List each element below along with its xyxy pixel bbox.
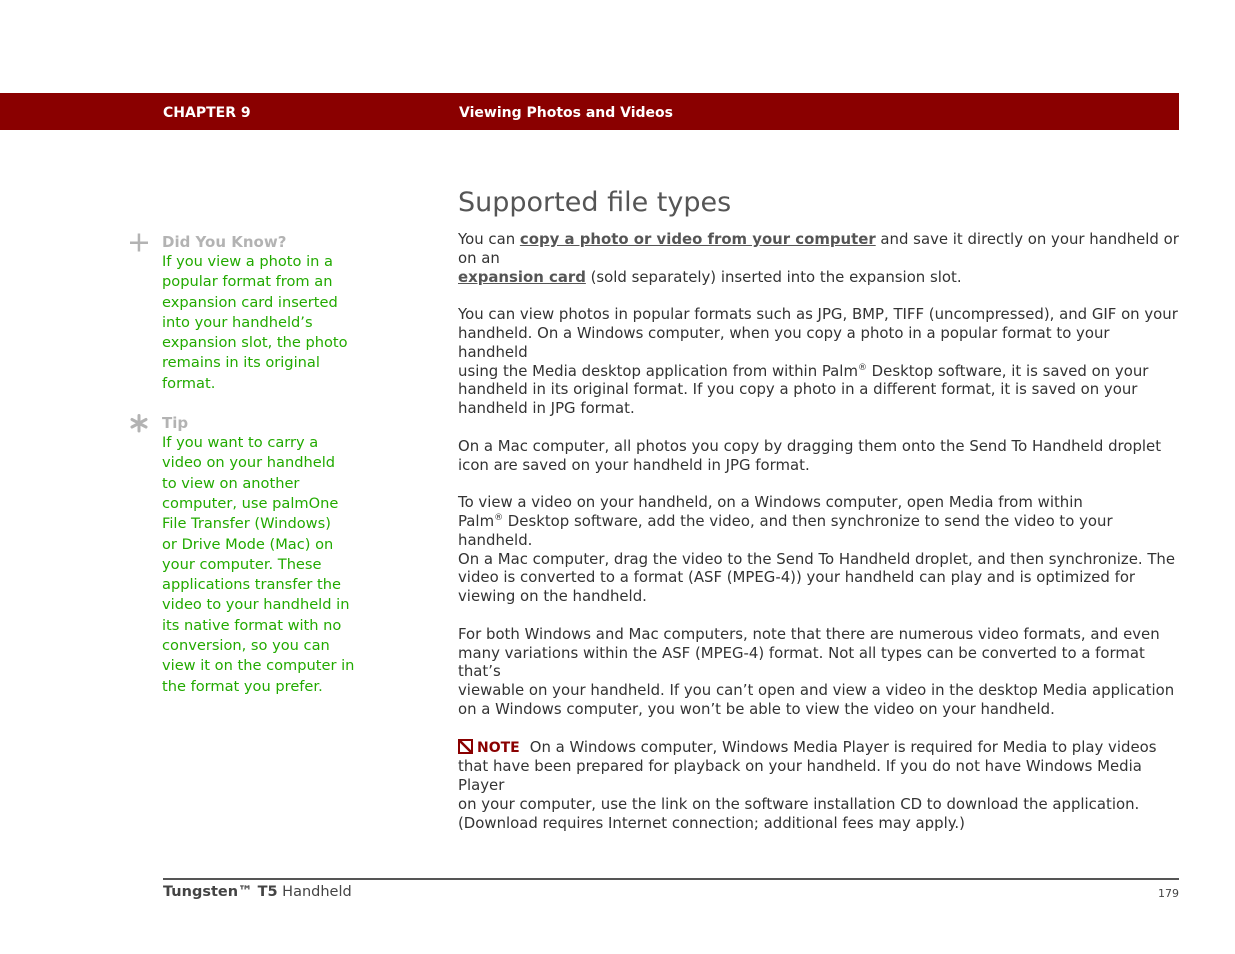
- registered-mark: ®: [494, 512, 504, 523]
- copy-photo-link[interactable]: copy a photo or video from your computer: [519, 230, 876, 248]
- main-content: [458, 186, 1180, 851]
- text-run: You can: [458, 230, 520, 248]
- paragraph-mac-photos: On a Mac computer, all photos you copy by dragging them onto the Send To Handheld droplet icon are saved on your handheld in JPG format.: [458, 436, 1162, 474]
- footer-divider: [163, 878, 1179, 880]
- text-run: To view a video on your handheld, on a Windows computer, open Media from within Palm: [458, 493, 1083, 530]
- paragraph-view-video: [458, 493, 1180, 606]
- tip-text: If you want to carry a video on your handheld to view on another computer, use palmOne File Transfer (Windows) or Drive Mode (Mac) on your computer. These applications transfer the video to your handheld in its native format with no conversion, so you can view it on the computer in the format you prefer.: [162, 434, 355, 695]
- did-you-know-heading: Did You Know?: [162, 233, 287, 251]
- chapter-number: CHAPTER 9: [163, 105, 251, 121]
- did-you-know-text: If you view a photo in a popular format from an expansion card inserted into your handheld’s expansion slot, the photo remains in its original format.: [162, 253, 348, 392]
- text-run: You can view photos in popular formats such as JPG, BMP, TIFF (uncompressed), and GIF on your handheld. On a Windows computer, when you copy a photo in a popular format to your handheld using the Media desktop application from within Palm: [458, 305, 1178, 380]
- tip-heading: Tip: [162, 414, 189, 433]
- text-run: Desktop software, it is saved on your handheld in its original format. If you copy a photo in a different format, it is saved on your handheld in JPG format.: [458, 361, 1149, 418]
- section-title: Supported file types: [458, 187, 732, 218]
- asterisk-icon: [130, 414, 150, 434]
- did-you-know-block: [130, 232, 360, 394]
- tip-block: [130, 413, 360, 697]
- paragraph-video-formats: For both Windows and Mac computers, note that there are numerous video formats, and even many variations within the ASF (MPEG-4) format. Not all types can be converted to a format that’s viewable on your handheld. If you can’t open and view a video in the desktop Media application on a Windows computer, you won’t be able to view the video on your handheld.: [458, 624, 1175, 718]
- paragraph-photo-formats: [458, 305, 1180, 418]
- chapter-title: Viewing Photos and Videos: [459, 105, 674, 121]
- text-run: (sold separately) inserted into the expansion slot.: [585, 267, 962, 286]
- product-model: Tungsten™ T5: [163, 884, 278, 900]
- note-icon: [458, 739, 474, 754]
- product-suffix: Handheld: [277, 884, 352, 900]
- expansion-card-link[interactable]: expansion card: [458, 267, 586, 286]
- note-text: On a Windows computer, Windows Media Player is required for Media to play videos that have been prepared for playback on your handheld. If you do not have Windows Media Player on your computer, use the link on the software installation CD to download the application. (Download requires Internet connection; additional fees may apply.): [458, 737, 1157, 832]
- plus-icon: [130, 233, 150, 253]
- chapter-header-bar: [0, 93, 1179, 130]
- registered-mark: ®: [857, 362, 867, 373]
- sidebar: [130, 232, 360, 697]
- paragraph-copy-intro: [458, 230, 1180, 286]
- note-label: NOTE: [477, 739, 520, 756]
- text-run: Desktop software, add the video, and then synchronize to send the video to your handheld. On a Mac computer, drag the video to the Send To Handheld droplet, and then synchronize. The video is converted to a format (ASF (MPEG-4)) your handheld can play and is optimized for viewing on the handheld.: [458, 511, 1176, 606]
- note-paragraph: [458, 738, 1180, 833]
- page-number: 179: [1158, 887, 1179, 900]
- footer-product-name: [163, 884, 352, 900]
- text-run: and save it directly on your handheld or on an: [458, 230, 1179, 267]
